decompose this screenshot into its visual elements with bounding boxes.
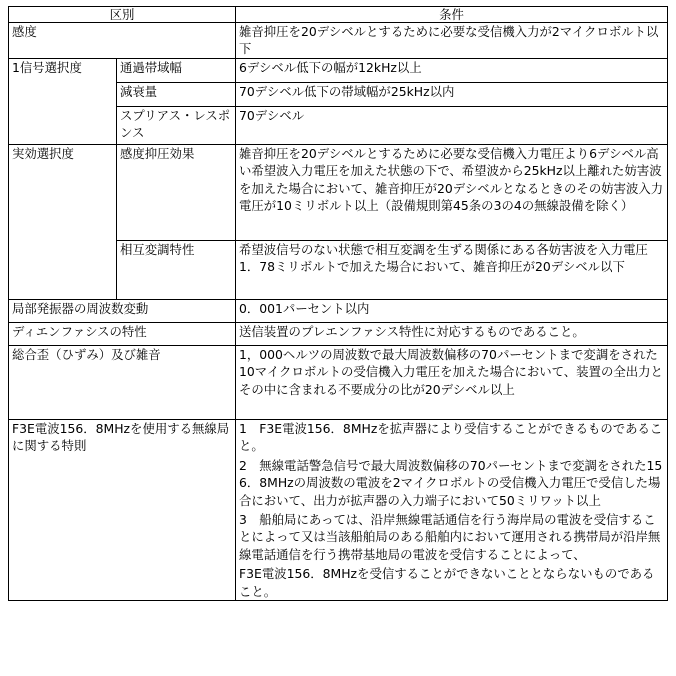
row-sensitivity	[9, 23, 668, 59]
value-sensitivity: 雑音抑圧を20デシベルとするために必要な受信機入力が2マイクロボルト以下	[236, 23, 668, 59]
label-desensitization: 感度抑圧効果	[117, 145, 236, 241]
receiver-spec-table	[8, 6, 668, 601]
value-passband: 6デシベル低下の幅が12kHz以上	[236, 59, 668, 83]
value-distortion: 1，000ヘルツの周波数で最大周波数偏移の70パーセントまで変調をされた10マイクロボルトの受信機入力電圧を加えた場合において、装置の全出力とその中に含まれる不要成分の比が20デシベル以上	[236, 346, 668, 420]
label-effective-selectivity: 実効選択度	[9, 145, 117, 300]
row-f3e	[9, 420, 668, 601]
f3e-item-2: 2 無線電話警急信号で最大周波数偏移の70パーセントまで変調をされた156．8MHzの周波数の電波を2マイクロボルトの受信機入力電圧で受信した場合において、出力が拡声器の入力端子において50ミリワット以上	[239, 457, 663, 508]
value-intermod: 希望波信号のない状態で相互変調を生ずる関係にある各妨害波を入力電圧1．78ミリボルトで加えた場合において、雑音抑圧が20デシベル以下	[236, 241, 668, 300]
value-f3e	[236, 420, 668, 601]
label-local-oscillator: 局部発振器の周波数変動	[9, 300, 236, 323]
label-attenuation: 減衰量	[117, 83, 236, 107]
value-desensitization: 雑音抑圧を20デシベルとするために必要な受信機入力電圧より6デシベル高い希望波入力電圧を加えた状態の下で、希望波から25kHz以上離れた妨害波を加えた場合において、雑音抑圧が20デシベルとなるときのその妨害波入力電圧が10ミリボルト以上（設備規則第45条の3の4の無線設備を除く）	[236, 145, 668, 241]
label-f3e: F3E電波156．8MHzを使用する無線局に関する特則	[9, 420, 236, 601]
value-local-oscillator: 0．001パーセント以内	[236, 300, 668, 323]
label-intermod: 相互変調特性	[117, 241, 236, 300]
row-distortion	[9, 346, 668, 420]
row-local-oscillator	[9, 300, 668, 323]
header-condition: 条件	[236, 7, 668, 23]
header-category: 区別	[9, 7, 236, 23]
label-spurious: スプリアス・レスポンス	[117, 107, 236, 145]
label-sensitivity: 感度	[9, 23, 236, 59]
label-single-signal-selectivity: 1信号選択度	[9, 59, 117, 145]
row-passband	[9, 59, 668, 83]
value-deemphasis: 送信装置のプレエンファシス特性に対応するものであること。	[236, 323, 668, 346]
row-deemphasis	[9, 323, 668, 346]
label-distortion: 総合歪（ひずみ）及び雑音	[9, 346, 236, 420]
f3e-item-3-a: 3 船舶局にあっては、沿岸無線電話通信を行う海岸局の電波を受信することによって又は当該船舶局のある船舶内において運用される携帯局が沿岸無線電話通信を行う携帯基地局の電波を受信することによって、	[239, 512, 661, 562]
header-row	[9, 7, 668, 23]
f3e-item-1: 1 F3E電波156．8MHzを拡声器により受信することができるものであること。	[239, 421, 663, 454]
f3e-item-3-b: F3E電波156．8MHzを受信することができないこととならないものであること。	[239, 566, 655, 599]
value-attenuation: 70デシベル低下の帯域幅が25kHz以内	[236, 83, 668, 107]
value-spurious: 70デシベル	[236, 107, 668, 145]
label-passband: 通過帯域幅	[117, 59, 236, 83]
row-desensitization	[9, 145, 668, 241]
label-deemphasis: ディエンファシスの特性	[9, 323, 236, 346]
